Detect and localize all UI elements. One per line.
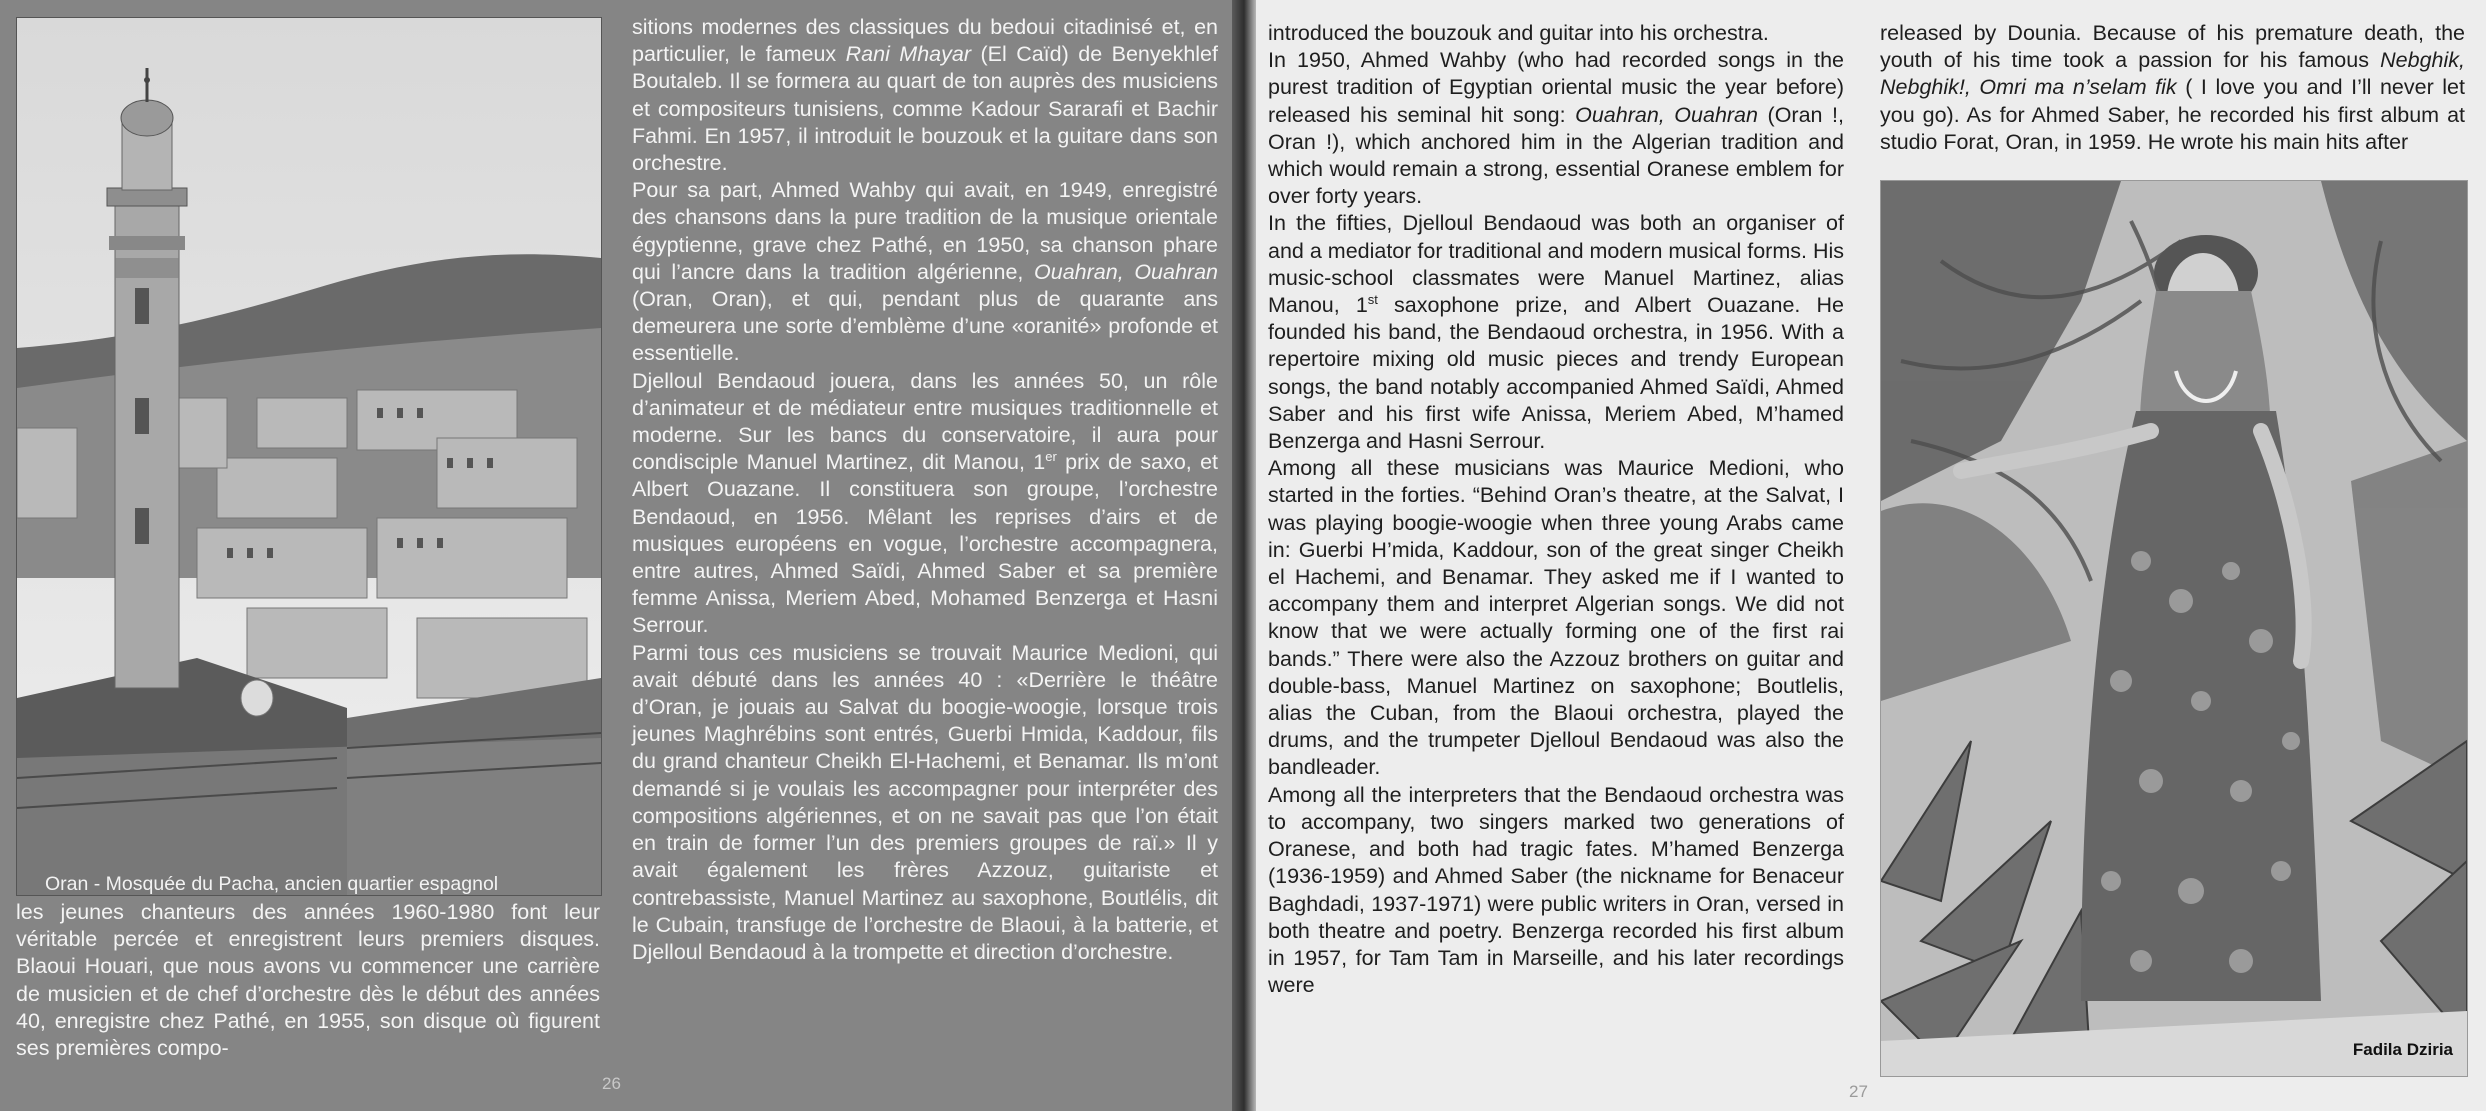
paragraph: Parmi tous ces musiciens se trouvait Maurice Medioni, qui avait débuté dans les années 40 : «Derrière le théâtre d’Oran, je jouais au Salvat du boogie-woogie, lorsque trois jeunes Maghrébins sont entrés, Guerbi Hmida, Kaddour, fils du grand chanteur Cheikh El-Hachemi, et Benamar. Ils m’ont demandé si je voulais les accompagner pour interpréter des compositions algériennes, et on ne savait pas que l’on était en train de former l’un des premiers groupes de raï.» Il y avait également les frères Azzouz, guitariste et contrebassiste, Manuel Martinez au saxophone, Boutlélis, dit le Cubain, transfuge de l’orchestre de Blaoui, à la batterie, et Djelloul Bendaoud à la trompette et direction d’orchestre.	[632, 640, 1218, 964]
paragraph: sitions modernes des classiques du bedoui citadinisé et, en particulier, le fameux Rani Mhayar (El Caïd) de Benyekhlef Boutaleb. Il se formera au quart de ton auprès des musiciens et compositeurs tunisiens, comme Kadour Sararafi et Bachir Fahmi. En 1957, il introduit le bouzouk et la guitare dans son orchestre.	[632, 15, 1218, 176]
right-page-column-2	[1880, 20, 2465, 156]
fadila-dziria-photo	[1880, 180, 2468, 1077]
left-page	[0, 0, 1232, 1111]
paragraph: Djelloul Bendaoud jouera, dans les années 50, un rôle d’animateur et de médiateur entre musiques traditionnelle et moderne. Sur les bancs du conservatoire, il aura pour condisciple Manuel Martinez, dit Manou, 1er prix de saxo, et Albert Ouazane. Il constituera son groupe, l’orchestre Bendaoud, en 1956. Mêlant les reprises d’airs et de musiques européens en vogue, l’orchestre accompagnera, entre autres, Ahmed Saïdi, Ahmed Saber et sa première femme Anissa, Meriem Abed, Mohamed Benzerga et Hasni Serrour.	[632, 368, 1218, 638]
paragraph: Pour sa part, Ahmed Wahby qui avait, en 1949, enregistré des chansons dans la pure tradition de la musique orientale égyptienne, grave chez Pathé, en 1950, sa chanson phare qui l’ancre dans la tradition algérienne, Ouahran, Ouahran (Oran, Oran), et qui, pendant plus de quarante ans demeurera une sorte d’emblème d’une «oranité» profonde et essentielle.	[632, 178, 1218, 366]
right-page-column-1	[1268, 20, 1844, 999]
paragraph: Among all the interpreters that the Bendaoud orchestra was to accompany, two singers marked two generations of Oranese, and both had tragic fates. M’hamed Benzerga (1936-1959) and Ahmed Saber (the nickname for Benaceur Baghdadi, 1937-1971) were public writers in Oran, versed in both theatre and poetry. Benzerga recorded his first album in 1957, for Tam Tam in Marseille, and his later recordings were	[1268, 782, 1844, 998]
book-gutter	[1232, 0, 1256, 1111]
photo-caption: Oran - Mosquée du Pacha, ancien quartier espagnol	[45, 873, 499, 895]
paragraph: les jeunes chanteurs des années 1960-1980 font leur véritable percée et enregistrent leurs premiers disques. Blaoui Houari, que nous avons vu commencer une carrière de musicien et de chef d’orchestre dès le début des années 40, enregistre chez Pathé, en 1955, son disque où figurent ses premières compo-	[16, 900, 600, 1061]
paragraph: introduced the bouzouk and guitar into his orchestra.	[1268, 21, 1769, 45]
paragraph: Among all these musicians was Maurice Medioni, who started in the forties. “Behind Oran’s theatre, at the Salvat, I was playing boogie-woogie when three young Arabs came in: Guerbi H’mida, Kaddour, son of the great singer Cheikh el Hachemi, and Benamar. They asked me if I wanted to accompany them and interpret Algerian songs. We did not know that we were actually forming one of the first rai bands.” There were also the Azzouz brothers on guitar and double-bass, Manuel Martinez on saxophone; Boutlelis, alias the Cuban, from the Blaoui orchestra, played the drums, and the trumpeter Djelloul Bendaoud was also the bandleader.	[1268, 456, 1844, 780]
paragraph: released by Dounia. Because of his premature death, the youth of his time took a passion for his famous Nebghik, Nebghik!, Omri ma n’selam fik ( I love you and I’ll never let you go). As for Ahmed Saber, he recorded his first album at studio Forat, Oran, in 1959. He wrote his main hits after	[1880, 21, 2465, 154]
left-page-bottom-column	[16, 899, 600, 1062]
photo-credit: Fadila Dziria	[2352, 1040, 2453, 1059]
page-number: 26	[602, 1074, 621, 1093]
oran-mosque-photo	[16, 17, 602, 896]
left-page-right-column	[632, 14, 1218, 966]
paragraph: In 1950, Ahmed Wahby (who had recorded songs in the purest tradition of Egyptian oriental music the year before) released his seminal hit song: Ouahran, Ouahran (Oran !, Oran !), which anchored him in the Algerian tradition and which would remain a strong, essential Oranese emblem for over forty years.	[1268, 48, 1844, 209]
paragraph: In the fifties, Djelloul Bendaoud was both an organiser of and a mediator for traditional and modern musical forms. His music-school classmates were Manuel Martinez, alias Manou, 1st saxophone prize, and Albert Ouazane. He founded his band, the Bendaoud orchestra, in 1956. With a repertoire mixing old music pieces and trendy European songs, the band notably accompanied Ahmed Saïdi, Ahmed Saber and his first wife Anissa, Meriem Abed, M’hamed Benzerga and Hasni Serrour.	[1268, 211, 1844, 454]
page-number: 27	[1849, 1082, 1868, 1101]
